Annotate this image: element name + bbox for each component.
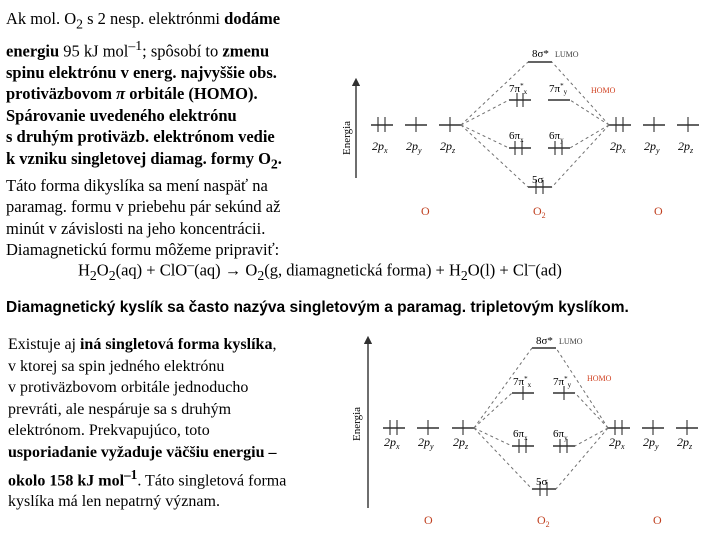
svg-text:2pz: $2p_z$ [678,139,694,155]
eq-part: (ad) [535,260,562,280]
bold-text: okolo 158 kJ mol [8,471,125,489]
text-line: v ktorej sa spin jedného elektrónu [8,357,225,375]
text-line: s 2 nesp. elektrónmi [83,9,225,28]
superscript: – [528,257,536,272]
sigma-star-label: 8σ* [532,48,549,60]
text-line: spinu elektrónu v energ. najvyššie obs. [6,62,277,82]
text-line: k vzniku singletovej diamag. formy O [6,148,271,168]
eq-part: O [96,260,109,280]
subscript: 2 [460,267,468,283]
svg-text:7π*x: $7\pi^*_x$ [513,375,532,389]
atom-left-label: O [421,204,430,218]
svg-text:2px: $2p_x$ [610,139,626,155]
svg-text:2px: $2p_x$ [384,435,400,451]
bold-text: dodáme [224,9,281,28]
subscript: 2 [108,267,116,283]
sigma-star-label: 8σ* [536,335,553,347]
energy-axis-label: Energia [341,120,353,156]
text-line: Táto forma dikyslíka sa mení naspäť na [6,175,268,195]
correlation-lines [474,348,608,489]
lumo-label: LUMO [559,337,583,346]
eq-part: O [241,260,258,280]
text-line: 95 kJ mol [59,41,129,61]
eq-part: O(l) + Cl [467,260,529,280]
superscript: – [187,257,195,272]
sigma-label: 5σ [536,476,548,488]
reaction-arrow-icon: → [224,260,242,280]
superscript: –1 [128,37,143,53]
svg-text:6πx: $6\pi_x$ [509,130,524,144]
text-line: s druhým protiväzb. elektrónom vedie [6,127,275,147]
subscript: 2 [89,267,97,283]
svg-text:O2: $O_2$ [533,204,546,220]
svg-text:7π*y: $7\pi^*_y$ [549,82,568,96]
sigma-label: 5σ [532,174,544,186]
text-line: protiväzbovom [6,84,117,104]
homo-label: HOMO [587,374,612,383]
superscript: –1 [124,466,138,482]
subscript: 2 [76,16,83,32]
bottom-paragraph: Existuje aj iná singletová forma kyslíka, v ktorej sa spin jedného elektrónu v protiväzbovom orbitále jednoducho prevráti, ale nespáruje sa s druhým elektrónom. Prekvapujúco, toto usporiadanie vyžaduje väčšiu energiu – okolo 158 kJ mol$^{-1}$. Táto singletová forma kyslíka má len nepatrný význam. [8,334,286,513]
bold-text: zmenu [222,41,270,61]
svg-text:2py: $2p_y$ [643,435,659,451]
bold-text: energiu [6,41,60,61]
svg-text:2pz: $2p_z$ [453,435,469,451]
svg-text:2pz: $2p_z$ [677,435,693,451]
text-line: prevráti, ale nespáruje sa s druhým [8,400,232,418]
text-line: kyslíka má len nepatrný význam. [8,493,220,511]
eq-part: (aq) [194,260,225,280]
subscript: 2 [257,267,265,283]
right-p-labels [609,435,693,451]
energy-axis-label: Energia [351,406,363,442]
eq-part: (g, diamagnetická forma) + H [264,260,461,280]
svg-text:6πy: $6\pi_y$ [549,130,564,144]
bold-text: iná singletová forma kyslíka [79,336,273,353]
text-line: Diamagnetickú formu môžeme pripraviť: [6,240,280,260]
svg-text:7π*x: $7\pi^*_x$ [509,82,528,96]
eq-part: H [78,260,90,280]
svg-text:O2: $O_2$ [537,513,550,529]
text-line: . [277,148,282,168]
mo-levels [512,348,575,489]
svg-text:2pz: $2p_z$ [440,139,456,155]
atom-left-label: O [424,513,433,527]
svg-text:6πy: $6\pi_y$ [553,428,568,442]
svg-text:2py: $2p_y$ [418,435,434,451]
text-line: Ak mol. O [6,9,77,28]
summary-sentence: Diamagnetický kyslík sa často nazýva singletovým a paramag. tripletovým kyslíkom. [6,299,629,316]
text-line: paramag. formu v priebehu pár sekúnd až [6,197,281,217]
svg-text:2px: $2p_x$ [609,435,625,451]
text-line: Spárovanie uvedeného elektrónu [6,105,237,125]
text-line: v protiväzbovom orbitále jednoducho [8,379,249,397]
text-line: ; spôsobí to [142,41,223,61]
subscript: 2 [270,156,278,172]
lumo-label: LUMO [555,50,579,59]
svg-text:2py: $2p_y$ [644,139,660,155]
svg-text:2px: $2p_x$ [372,139,388,155]
text-line: orbitále (HOMO). [125,84,258,104]
svg-text:2py: $2p_y$ [406,139,422,155]
text-line: elektrónom. Prekvapujúco, toto [8,422,210,440]
atom-right-label: O [654,204,663,218]
atom-right-label: O [653,513,662,527]
eq-part: (aq) + ClO [115,260,188,280]
text-line: minút v závislosti na jeho koncentrácii. [6,218,266,238]
pi-symbol: π [116,84,126,104]
left-p-labels [384,435,469,451]
text-line: . Táto singletová forma [137,471,287,489]
homo-label: HOMO [591,86,616,95]
svg-text:7π*y: $7\pi^*_y$ [553,375,572,389]
text-line: usporiadanie vyžaduje väčšiu energiu – [8,443,277,461]
text-line: Existuje aj [8,336,80,353]
svg-text:6πx: $6\pi_x$ [513,428,528,442]
